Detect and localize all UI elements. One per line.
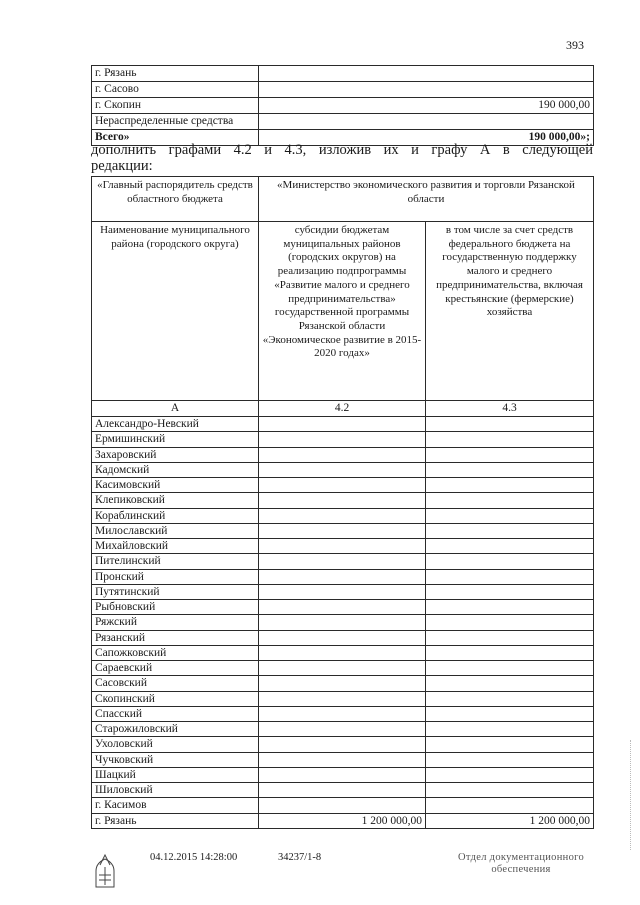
district-name: Кораблинский xyxy=(92,508,259,523)
district-name: Спасский xyxy=(92,706,259,721)
district-row xyxy=(92,752,594,767)
district-row xyxy=(92,645,594,660)
district-name: Александро-Невский xyxy=(92,417,259,432)
district-value-4-3 xyxy=(426,767,594,782)
district-name: Захаровский xyxy=(92,447,259,462)
district-name: Скопинский xyxy=(92,691,259,706)
district-row xyxy=(92,798,594,813)
district-value-4-3 xyxy=(426,630,594,645)
district-row xyxy=(92,737,594,752)
district-value-4-2: 1 200 000,00 xyxy=(259,813,426,828)
district-row xyxy=(92,523,594,538)
top-table xyxy=(91,65,594,146)
district-name: Путятинский xyxy=(92,584,259,599)
district-value-4-2 xyxy=(259,554,426,569)
district-row xyxy=(92,584,594,599)
district-row xyxy=(92,478,594,493)
district-value-4-3 xyxy=(426,645,594,660)
district-value-4-3 xyxy=(426,798,594,813)
district-name: Пителинский xyxy=(92,554,259,569)
district-value-4-2 xyxy=(259,478,426,493)
page-number: 393 xyxy=(566,38,584,52)
district-value-4-2 xyxy=(259,752,426,767)
district-row xyxy=(92,630,594,645)
district-value-4-2 xyxy=(259,737,426,752)
district-value-4-2 xyxy=(259,600,426,615)
district-value-4-3 xyxy=(426,478,594,493)
top-row-value xyxy=(259,66,594,82)
district-value-4-3 xyxy=(426,691,594,706)
coat-of-arms-icon xyxy=(90,849,120,889)
district-name: г. Касимов xyxy=(92,798,259,813)
footer-department: Отдел документационного обеспечения xyxy=(457,852,585,875)
district-row xyxy=(92,691,594,706)
district-row xyxy=(92,569,594,584)
district-value-4-3 xyxy=(426,493,594,508)
district-name: Милославский xyxy=(92,523,259,538)
top-row-name: Нераспределенные средства xyxy=(92,114,259,130)
district-value-4-3 xyxy=(426,417,594,432)
district-name: Шиловский xyxy=(92,783,259,798)
district-value-4-2 xyxy=(259,417,426,432)
district-value-4-3 xyxy=(426,615,594,630)
column-4-2-header: субсидии бюджетам муниципальных районов (городских округов) на реализацию подпрограммы «Развитие малого и среднего предпринимательства» государственной программы Рязанской области «Экономическое развитие в 2015-2020 годах» xyxy=(259,222,426,401)
district-value-4-2 xyxy=(259,783,426,798)
district-value-4-2 xyxy=(259,691,426,706)
district-value-4-2 xyxy=(259,508,426,523)
district-value-4-2 xyxy=(259,676,426,691)
district-value-4-2 xyxy=(259,798,426,813)
district-name: Шацкий xyxy=(92,767,259,782)
scan-edge-line xyxy=(630,740,632,850)
district-value-4-2 xyxy=(259,630,426,645)
district-row xyxy=(92,508,594,523)
district-value-4-2 xyxy=(259,706,426,721)
top-row-name: г. Сасово xyxy=(92,82,259,98)
district-name: Сараевский xyxy=(92,661,259,676)
district-value-4-2 xyxy=(259,569,426,584)
column-label-4-3: 4.3 xyxy=(426,401,594,417)
top-table-row xyxy=(92,66,594,82)
footer-doc-number: 34237/1-8 xyxy=(278,852,322,863)
district-value-4-3 xyxy=(426,600,594,615)
district-row xyxy=(92,722,594,737)
district-row xyxy=(92,706,594,721)
top-row-value xyxy=(259,82,594,98)
district-name: Рязанский xyxy=(92,630,259,645)
district-row xyxy=(92,783,594,798)
top-row-name: г. Скопин xyxy=(92,98,259,114)
main-table xyxy=(91,176,594,829)
district-row xyxy=(92,767,594,782)
district-name: Сапожковский xyxy=(92,645,259,660)
top-row-name: г. Рязань xyxy=(92,66,259,82)
district-value-4-3 xyxy=(426,783,594,798)
district-value-4-3 xyxy=(426,432,594,447)
district-value-4-3: 1 200 000,00 xyxy=(426,813,594,828)
district-name: Клепиковский xyxy=(92,493,259,508)
district-row xyxy=(92,600,594,615)
district-value-4-3 xyxy=(426,447,594,462)
district-value-4-2 xyxy=(259,661,426,676)
district-name: Ухоловский xyxy=(92,737,259,752)
district-value-4-3 xyxy=(426,554,594,569)
district-value-4-2 xyxy=(259,767,426,782)
district-value-4-3 xyxy=(426,661,594,676)
district-value-4-3 xyxy=(426,462,594,477)
district-value-4-3 xyxy=(426,584,594,599)
district-value-4-3 xyxy=(426,508,594,523)
district-value-4-2 xyxy=(259,432,426,447)
district-row xyxy=(92,417,594,432)
district-name: Ермишинский xyxy=(92,432,259,447)
district-value-4-2 xyxy=(259,539,426,554)
district-row xyxy=(92,661,594,676)
district-name: Пронский xyxy=(92,569,259,584)
district-value-4-2 xyxy=(259,645,426,660)
top-row-value xyxy=(259,114,594,130)
district-value-4-3 xyxy=(426,676,594,691)
district-name: Кадомский xyxy=(92,462,259,477)
district-value-4-3 xyxy=(426,737,594,752)
district-value-4-2 xyxy=(259,722,426,737)
footer-datetime: 04.12.2015 14:28:00 xyxy=(150,852,238,863)
district-value-4-2 xyxy=(259,523,426,538)
top-row-value: 190 000,00 xyxy=(259,98,594,114)
district-value-4-2 xyxy=(259,493,426,508)
top-table-row xyxy=(92,98,594,114)
district-value-4-3 xyxy=(426,523,594,538)
column-label-4-2: 4.2 xyxy=(259,401,426,417)
district-value-4-3 xyxy=(426,539,594,554)
district-row xyxy=(92,676,594,691)
district-name: Старожиловский xyxy=(92,722,259,737)
district-row xyxy=(92,539,594,554)
top-table-row xyxy=(92,114,594,130)
district-row xyxy=(92,615,594,630)
district-value-4-3 xyxy=(426,722,594,737)
district-row xyxy=(92,447,594,462)
ministry-header: «Министерство экономического развития и торговли Рязанской области xyxy=(259,177,594,222)
district-value-4-2 xyxy=(259,584,426,599)
district-row xyxy=(92,493,594,508)
district-name: Михайловский xyxy=(92,539,259,554)
column-4-3-header: в том числе за счет средств федерального бюджета на государственную поддержку малого и среднего предпринимательства, включая крестьянские (фермерские) хозяйства xyxy=(426,222,594,401)
district-value-4-3 xyxy=(426,752,594,767)
name-column-header: Наименование муниципального района (городского округа) xyxy=(92,222,259,401)
district-name: Сасовский xyxy=(92,676,259,691)
district-value-4-2 xyxy=(259,447,426,462)
top-table-row xyxy=(92,82,594,98)
district-row xyxy=(92,554,594,569)
district-value-4-2 xyxy=(259,462,426,477)
top-row-name: Всего» xyxy=(92,130,259,146)
district-value-4-3 xyxy=(426,569,594,584)
district-value-4-2 xyxy=(259,615,426,630)
district-row xyxy=(92,432,594,447)
paragraph-line-1: дополнить графами 4.2 и 4.3, изложив их и графу А в следующей xyxy=(91,142,593,158)
district-name: Касимовский xyxy=(92,478,259,493)
paragraph-line-2: редакции: xyxy=(91,158,153,174)
column-label-a: А xyxy=(92,401,259,417)
district-name: Чучковский xyxy=(92,752,259,767)
top-row-value: 190 000,00»; xyxy=(259,130,594,146)
main-admin-header: «Главный распорядитель средств областного бюджета xyxy=(92,177,259,222)
district-row xyxy=(92,813,594,828)
district-name: г. Рязань xyxy=(92,813,259,828)
district-row xyxy=(92,462,594,477)
district-value-4-3 xyxy=(426,706,594,721)
district-name: Рыбновский xyxy=(92,600,259,615)
district-name: Ряжский xyxy=(92,615,259,630)
